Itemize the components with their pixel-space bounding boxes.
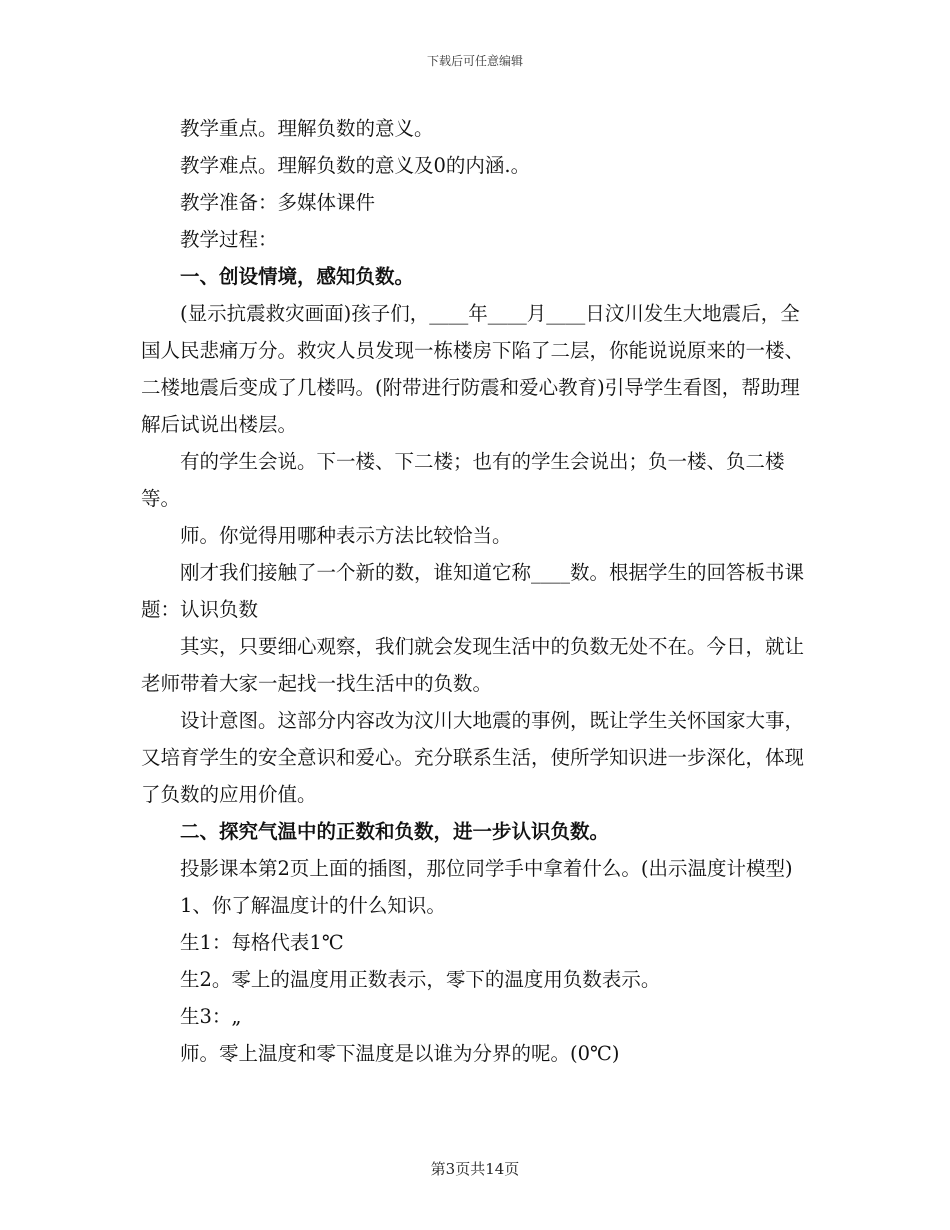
paragraph: 1、你了解温度计的什么知识。	[180, 894, 446, 917]
paragraph: 设计意图。这部分内容改为汶川大地震的事例，既让学生关怀国家大事，又培育学生的安全意识和爱心。充分联系生活，使所学知识进一步深化，体现了负数的应用价值。	[141, 709, 805, 806]
paragraph: 生2。零上的温度用正数表示，零下的温度用负数表示。	[180, 968, 661, 991]
paragraph: 其实，只要细心观察，我们就会发现生活中的负数无处不在。今日，就让老师带着大家一起找一找生活中的负数。	[141, 635, 805, 695]
paragraph: 教学过程：	[180, 228, 278, 251]
paragraph: 师。你觉得用哪种表示方法比较恰当。	[180, 524, 512, 547]
paragraph: 教学难点。理解负数的意义及0的内涵.。	[180, 154, 531, 177]
paragraph: 生3：„	[180, 1005, 242, 1028]
paragraph: 投影课本第2页上面的插图，那位同学手中拿着什么。(出示温度计模型)	[180, 857, 793, 880]
paragraph: 刚才我们接触了一个新的数，谁知道它称____数。根据学生的回答板书课题：认识负数	[141, 561, 805, 621]
page-header: 下载后可任意编辑	[426, 54, 523, 68]
document-body	[141, 110, 811, 1072]
paragraph: 有的学生会说。下一楼、下二楼；也有的学生会说出；负一楼、负二楼等。	[141, 450, 785, 510]
section-heading: 一、创设情境，感知负数。	[180, 265, 415, 288]
paragraph: 生1：每格代表1℃	[180, 931, 344, 954]
paragraph: (显示抗震救灾画面)孩子们，____年____月____日汶川发生大地震后，全国人民悲痛万分。救灾人员发现一栋楼房下陷了二层，你能说说原来的一楼、二楼地震后变成了几楼吗。(附带进行防震和爱心教育)引导学生看图，帮助理解后试说出楼层。	[141, 302, 805, 436]
section-heading: 二、探究气温中的正数和负数，进一步认识负数。	[180, 820, 610, 843]
paragraph: 教学准备：多媒体课件	[180, 191, 376, 214]
paragraph: 教学重点。理解负数的意义。	[180, 117, 434, 140]
paragraph: 师。零上温度和零下温度是以谁为分界的呢。(0℃)	[180, 1042, 620, 1065]
page-footer: 第3页共14页	[430, 1160, 520, 1178]
